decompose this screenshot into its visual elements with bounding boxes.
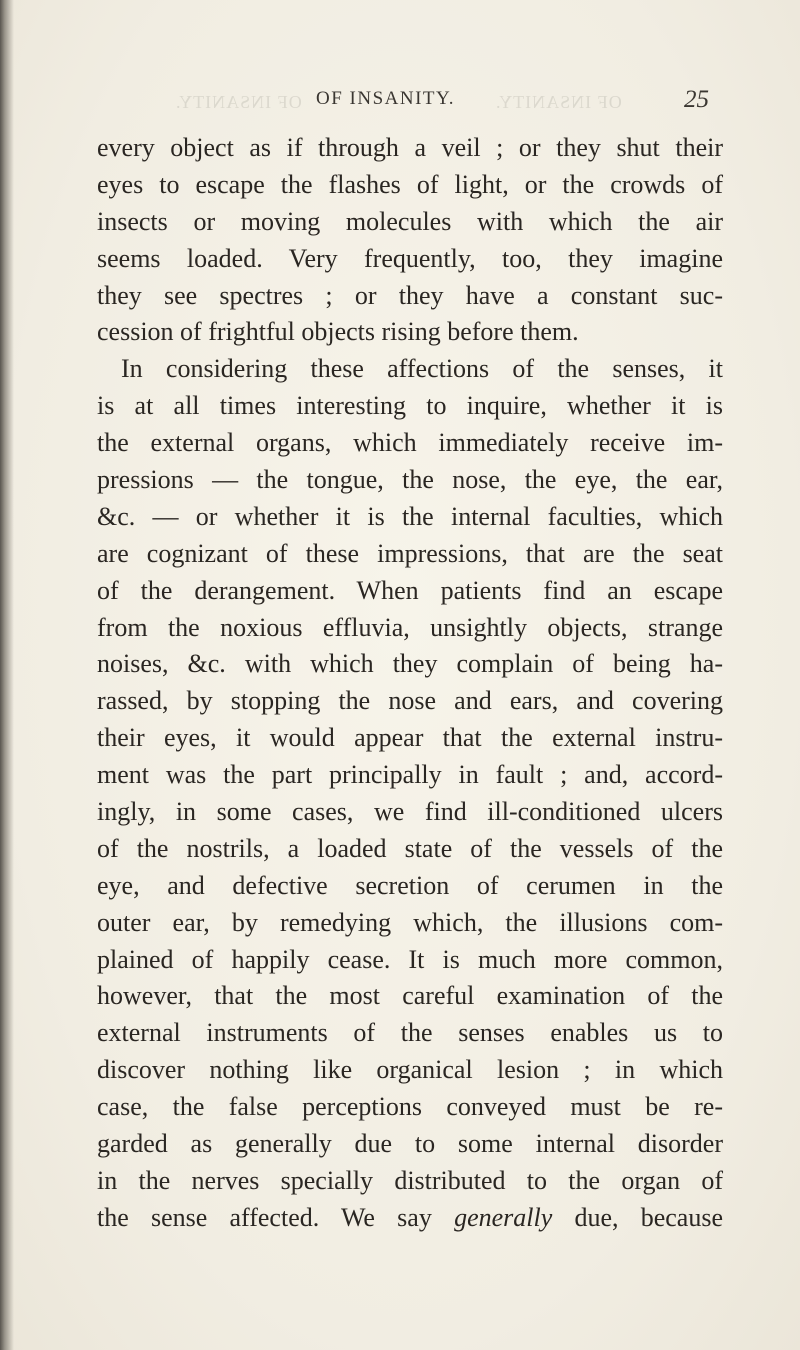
text-line-30-end: due, because xyxy=(552,1202,723,1232)
text-line-1: every object as if through a veil ; or they shut their xyxy=(97,133,723,162)
text-line-26: discover nothing like organical lesion ; in which xyxy=(97,1055,723,1085)
text-line-17: their eyes, it would appear that the external instru- xyxy=(97,723,723,753)
text-line-20: of the nostrils, a loaded state of the vessels of the xyxy=(97,833,723,863)
text-line-27: case, the false perceptions conveyed must be re- xyxy=(97,1092,723,1122)
text-line-9: the external organs, which immediately receive im- xyxy=(97,428,723,458)
text-line-28: garded as generally due to some internal disorder xyxy=(97,1129,723,1159)
text-line-30-start: the sense affected. We say xyxy=(97,1202,455,1232)
text-line-10: pressions — the tongue, the nose, the eye, the ear, xyxy=(97,465,723,495)
text-line-4: seems loaded. Very frequently, too, they imagine xyxy=(97,243,723,273)
text-line-22: outer ear, by remedying which, the illusions com- xyxy=(97,907,723,937)
text-line-5: they see spectres ; or they have a constant suc- xyxy=(97,280,723,310)
running-head xyxy=(0,86,800,116)
running-head-title: OF INSANITY. xyxy=(316,88,456,109)
binding-gutter-shadow xyxy=(0,0,14,1350)
text-line-13: of the derangement. When patients find an escape xyxy=(97,575,723,605)
text-line-8: is at all times interesting to inquire, whether it is xyxy=(97,391,723,421)
text-line-11: &c. — or whether it is the internal faculties, which xyxy=(97,501,723,531)
text-line-16: rassed, by stopping the nose and ears, and covering xyxy=(97,686,723,716)
text-line-24: however, that the most careful examination of the xyxy=(97,981,723,1011)
text-line-15: noises, &c. with which they complain of being ha- xyxy=(97,649,723,679)
text-line-21: eye, and defective secretion of cerumen in the xyxy=(97,870,723,900)
text-line-19: ingly, in some cases, we find ill-conditioned ulcers xyxy=(97,797,723,827)
text-line-7-paragraph-start: In considering these affections of the senses, it xyxy=(121,354,723,384)
text-line-30 xyxy=(97,1200,723,1237)
bleed-through-text-right: OF INSANITY. xyxy=(495,92,622,112)
text-line-25: external instruments of the senses enables us to xyxy=(97,1018,723,1048)
text-line-6: cession of frightful objects rising before them. xyxy=(97,317,579,347)
text-line-18: ment was the part principally in fault ; and, accord- xyxy=(97,760,723,790)
text-line-14: from the noxious effluvia, unsightly objects, strange xyxy=(97,612,723,642)
text-line-12: are cognizant of these impressions, that are the seat xyxy=(97,538,723,568)
emphasized-word: generally xyxy=(454,1202,553,1232)
text-line-3: insects or moving molecules with which the air xyxy=(97,206,723,236)
text-line-2: eyes to escape the flashes of light, or the crowds of xyxy=(97,169,723,199)
page-number: 25 xyxy=(684,86,709,113)
body-text xyxy=(97,130,723,1237)
bleed-through-text-left: OF INSANITY. xyxy=(175,92,302,112)
text-line-23: plained of happily cease. It is much more common, xyxy=(97,944,723,974)
text-line-29: in the nerves specially distributed to the organ of xyxy=(97,1165,723,1195)
